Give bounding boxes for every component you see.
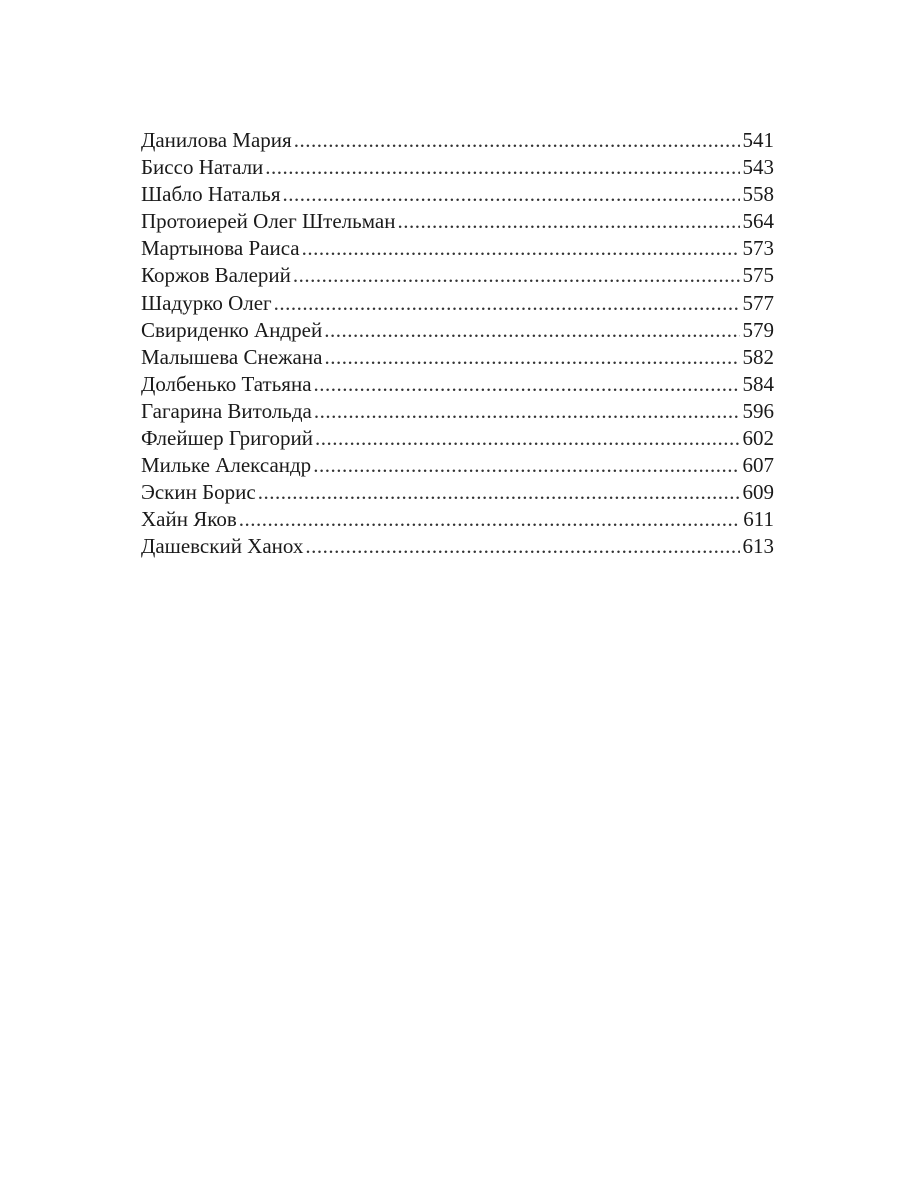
toc-entry-name: Хайн Яков [141, 507, 237, 532]
toc-entry-name: Коржов Валерий [141, 263, 291, 288]
toc-entry-name: Свириденко Андрей [141, 317, 323, 342]
toc-entry [141, 235, 774, 262]
toc-entry [141, 262, 774, 289]
toc-entry-name: Биссо Натали [141, 155, 264, 180]
toc-entry-page: 541 [742, 128, 774, 152]
toc-entry-page: 609 [742, 480, 774, 505]
toc-leader-dots [302, 235, 740, 262]
toc-leader-dots [294, 127, 740, 154]
toc-entry-page: 577 [742, 290, 774, 315]
toc-entry-page: 596 [742, 398, 774, 423]
toc-leader-dots [315, 425, 740, 452]
toc-entry [141, 506, 774, 533]
toc-entry-name: Малышева Снежана [141, 344, 323, 369]
toc-entry-name: Эскин Борис [141, 480, 256, 505]
toc-entry-name: Шадурко Олег [141, 290, 272, 315]
toc-leader-dots [324, 344, 739, 371]
toc-entry-page: 573 [742, 236, 774, 261]
toc-leader-dots [293, 262, 740, 289]
toc-entry [141, 317, 774, 344]
toc-entry [141, 127, 774, 154]
toc-entry-page: 564 [742, 209, 774, 234]
toc-entry-name: Мильке Александр [141, 453, 312, 478]
toc-leader-dots [239, 506, 740, 533]
toc-entry-page: 558 [742, 182, 774, 207]
toc-leader-dots [283, 181, 740, 208]
toc-entry [141, 479, 774, 506]
toc-entry [141, 344, 774, 371]
toc-leader-dots [274, 290, 740, 317]
toc-leader-dots [258, 479, 740, 506]
table-of-contents [141, 127, 774, 561]
toc-entry-name: Гагарина Витольда [141, 398, 312, 423]
toc-entry-page: 582 [742, 344, 774, 369]
toc-entry-page: 602 [742, 426, 774, 451]
toc-entry [141, 452, 774, 479]
toc-leader-dots [314, 398, 740, 425]
toc-entry [141, 290, 774, 317]
toc-entry-page: 584 [742, 371, 774, 396]
toc-leader-dots [305, 533, 739, 560]
toc-entry-name: Флейшер Григорий [141, 426, 313, 451]
toc-entry [141, 533, 774, 560]
toc-leader-dots [265, 154, 739, 181]
toc-entry-page: 613 [742, 534, 774, 559]
toc-entry-name: Протоиерей Олег Штельман [141, 209, 396, 234]
toc-entry-page: 579 [742, 317, 774, 342]
toc-entry-name: Мартынова Раиса [141, 236, 300, 261]
toc-entry-name: Данилова Мария [141, 128, 292, 152]
toc-entry [141, 181, 774, 208]
toc-leader-dots [324, 317, 739, 344]
toc-entry-name: Дашевский Ханох [141, 534, 304, 559]
toc-entry [141, 208, 774, 235]
toc-leader-dots [313, 452, 739, 479]
toc-leader-dots [314, 371, 740, 398]
toc-entry-page: 607 [742, 453, 774, 478]
toc-entry [141, 371, 774, 398]
toc-entry-name: Шабло Наталья [141, 182, 281, 207]
toc-entry [141, 425, 774, 452]
toc-entry-page: 543 [742, 155, 774, 180]
toc-entry [141, 398, 774, 425]
toc-entry-name: Долбенько Татьяна [141, 371, 312, 396]
toc-entry-page: 575 [742, 263, 774, 288]
toc-leader-dots [397, 208, 739, 235]
toc-entry-page: 611 [743, 507, 774, 532]
toc-entry [141, 154, 774, 181]
